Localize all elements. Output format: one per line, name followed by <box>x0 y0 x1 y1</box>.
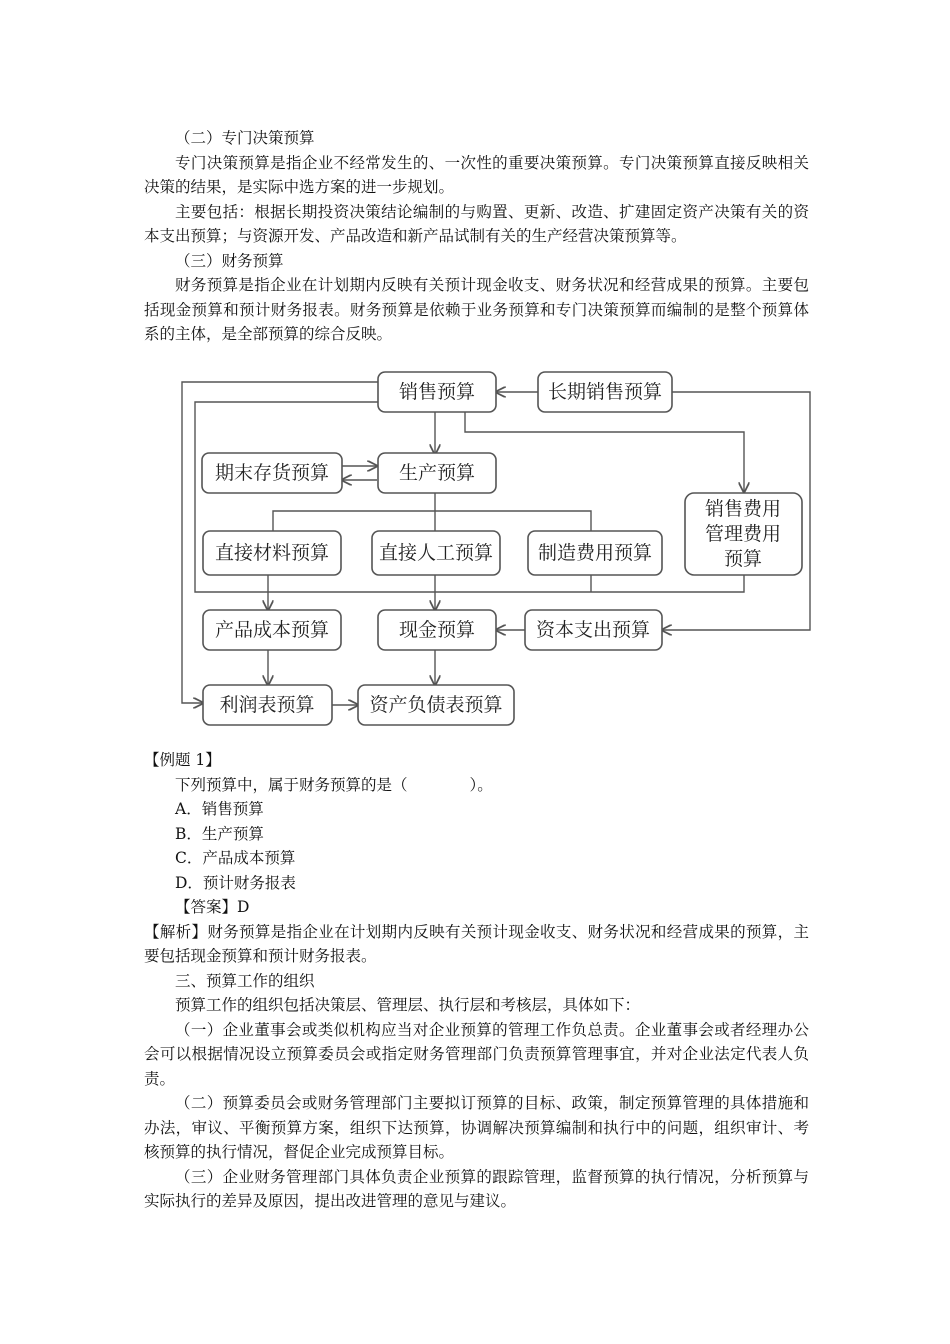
analysis: 【解析】财务预算是指企业在计划期内反映有关预计现金收支、财务状况和经营成果的预算，主要包括现金预算和预计财务报表。 <box>144 922 809 965</box>
node-income-statement-budget-label: 利润表预算 <box>219 694 315 716</box>
node-overhead-budget <box>528 531 662 575</box>
example-question: 下列预算中，属于财务预算的是（ ）。 <box>175 775 493 794</box>
node-long-term-sales-budget <box>538 372 672 412</box>
answer: 【答案】D <box>175 898 250 916</box>
node-balance-sheet-budget <box>358 685 514 725</box>
node-sales-budget-label: 销售预算 <box>398 381 476 403</box>
paragraph-special-decision-definition: 专门决策预算是指企业不经常发生的、一次性的重要决策预算。专门决策预算直接反映相关决策的结果，是实际中选方案的进一步规划。 <box>144 153 809 196</box>
heading-budget-organization: 三、预算工作的组织 <box>175 971 315 990</box>
node-cash-budget-label: 现金预算 <box>398 619 476 641</box>
option-a: A．销售预算 <box>175 800 264 818</box>
node-admin-expense-label: 管理费用 <box>704 523 782 545</box>
edge-production-branch <box>273 492 591 531</box>
paragraph-finance-dept-responsibility: （三）企业财务管理部门具体负责企业预算的跟踪管理，监督预算的执行情况，分析预算与实际执行的差异及原因，提出改进管理的意见与建议。 <box>144 1167 809 1210</box>
node-selling-admin-expense-budget <box>685 493 802 575</box>
paragraph-committee-responsibility: （二）预算委员会或财务管理部门主要拟订预算的目标、政策，制定预算管理的具体措施和办法，审议、平衡预算方案，组织下达预算，协调解决预算编制和执行中的问题，组织审计、考核预算的执行情况，督促企业完成预算目标。 <box>144 1094 809 1161</box>
bottom-text-section <box>144 748 809 1214</box>
node-balance-sheet-budget-label: 资产负债表预算 <box>369 694 503 716</box>
node-product-cost-budget <box>203 610 341 650</box>
heading-financial-budget: （三）财务预算 <box>175 251 284 270</box>
node-expense-budget-label: 预算 <box>723 548 763 570</box>
node-long-term-sales-budget-label: 长期销售预算 <box>547 381 663 403</box>
node-production-budget-label: 生产预算 <box>398 462 476 484</box>
example-title: 【例题 1】 <box>144 751 221 769</box>
edge-sales-to-selling-admin <box>465 412 744 492</box>
paragraph-financial-budget-definition: 财务预算是指企业在计划期内反映有关预计现金收支、财务状况和经营成果的预算。主要包括现金预算和预计财务报表。财务预算是依赖于业务预算和专门决策预算而编制的是整个预算体系的主体，是全部预算的综合反映。 <box>144 276 809 343</box>
node-overhead-budget-label: 制造费用预算 <box>537 542 653 564</box>
node-production-budget <box>378 453 496 493</box>
paragraph-special-decision-contents: 主要包括：根据长期投资决策结论编制的与购置、更新、改造、扩建固定资产决策有关的资本支出预算；与资源开发、产品改造和新产品试制有关的生产经营决策预算等。 <box>144 202 809 245</box>
paragraph-board-responsibility: （一）企业董事会或类似机构应当对企业预算的管理工作负总责。企业董事会或者经理办公会可以根据情况设立预算委员会或指定财务管理部门负责预算管理事宜，并对企业法定代表人负责。 <box>144 1020 809 1088</box>
node-capex-budget-label: 资本支出预算 <box>535 619 651 641</box>
node-sales-budget <box>378 372 496 412</box>
node-direct-material-budget-label: 直接材料预算 <box>214 542 330 564</box>
option-b: B．生产预算 <box>175 824 264 843</box>
node-selling-expense-label: 销售费用 <box>704 498 782 520</box>
budget-system-diagram <box>170 362 820 734</box>
node-ending-inventory-budget-label: 期末存货预算 <box>214 462 330 484</box>
node-cash-budget <box>378 610 496 650</box>
heading-special-decision-budget: （二）专门决策预算 <box>175 129 315 147</box>
node-capex-budget <box>525 610 662 650</box>
node-income-statement-budget <box>203 685 332 725</box>
paragraph-organization-intro: 预算工作的组织包括决策层、管理层、执行层和考核层，具体如下： <box>175 996 641 1014</box>
option-c: C．产品成本预算 <box>175 849 296 867</box>
node-product-cost-budget-label: 产品成本预算 <box>214 619 330 641</box>
option-d: D．预计财务报表 <box>175 873 296 892</box>
top-text-section <box>144 126 809 347</box>
node-direct-labor-budget <box>372 531 500 575</box>
node-direct-labor-budget-label: 直接人工预算 <box>378 542 494 564</box>
node-ending-inventory-budget <box>202 453 342 493</box>
node-direct-material-budget <box>203 531 341 575</box>
